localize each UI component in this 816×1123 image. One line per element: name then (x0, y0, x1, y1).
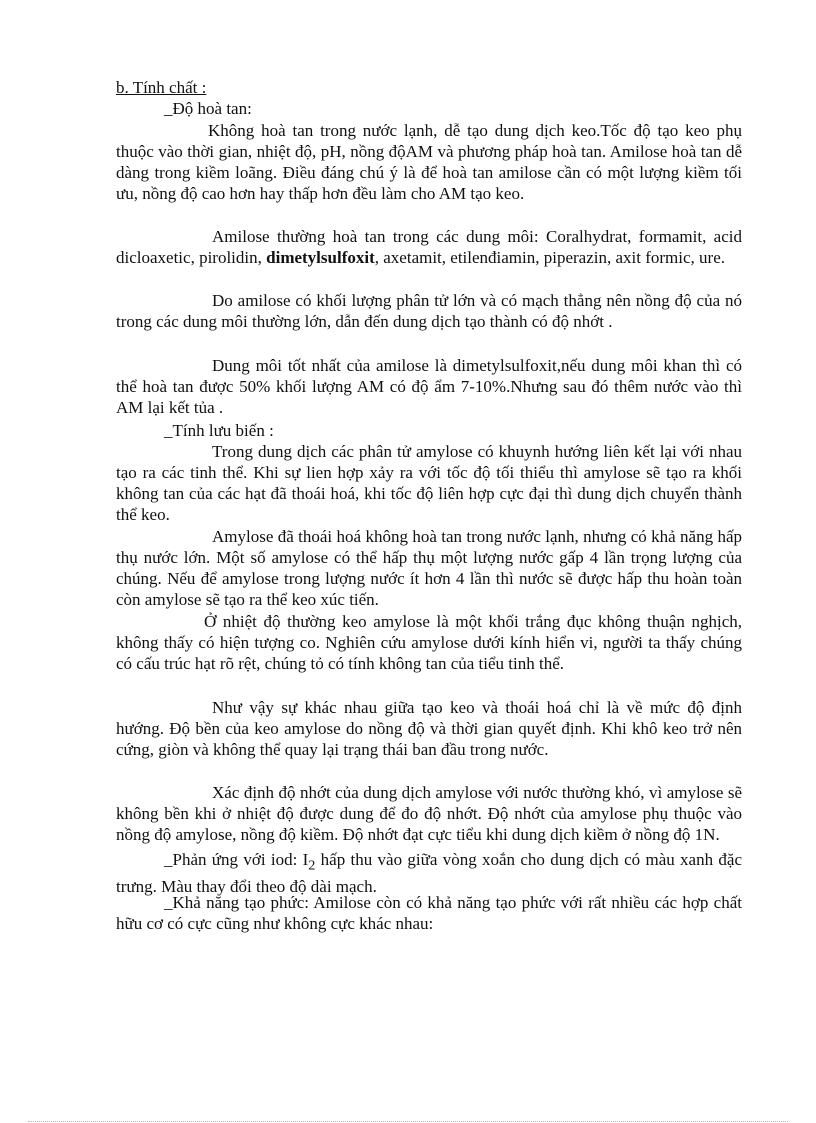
paragraph-2-bold: dimetylsulfoxit (266, 248, 375, 267)
page-bottom-divider (28, 1121, 788, 1122)
paragraph-11: _Khả năng tạo phức: Amilose còn có khả năng tạo phức với rất nhiều các hợp chất hữu cơ có cực cũng như không cực khác nhau: (116, 893, 742, 933)
paragraph-2-text-a: Amilose thường hoà tan trong các dung môi: Coralhydrat, formamit, acid dicloaxetic, pirolidin, (116, 227, 742, 267)
paragraph-9: Xác định độ nhớt của dung dịch amylose với nước thường khó, vì amylose sẽ không bền khi ở nhiệt độ được dung để đo độ nhớt. Độ nhớt của amylose phụ thuộc vào nồng độ amylose, nồng độ kiềm. Độ nhớt đạt cực tiểu khi dung dịch kiềm ở nồng độ 1N. (116, 783, 742, 844)
paragraph-4: Dung môi tốt nhất của amilose là dimetylsulfoxit,nếu dung môi khan thì có thể hoà tan được 50% khối lượng AM có độ ẩm 7-10%.Nhưng sau đó thêm nước vào thì AM lại kết tủa . (116, 356, 742, 417)
paragraph-10-text-b: hấp thu vào giữa vòng xoắn cho dung dịch có màu xanh đặc trưng. Màu thay đổi theo độ dài mạch. (116, 850, 742, 897)
paragraph-6: Amylose đã thoái hoá không hoà tan trong nước lạnh, nhưng có khả năng hấp thụ nước lớn. Một số amylose có thể hấp thụ một lượng nước gấp 4 lần trọng lượng của chúng. Nếu để amylose trong lượng nước ít hơn 4 lần thì nước sẽ được hấp thu hoàn toàn còn amylose sẽ tạo ra thể keo xúc tiến. (116, 527, 742, 609)
paragraph-10-subscript: 2 (308, 857, 316, 874)
paragraph-5: Trong dung dịch các phân tử amylose có khuynh hướng liên kết lại với nhau tạo ra các tinh thể. Khi sự lien hợp xảy ra với tốc độ tối thiểu thì amylose sẽ tạo ra khối không tan của các hạt đã thoái hoá, khi tốc độ liên hợp cực đại thì dung dịch chuyển thành thể keo. (116, 442, 742, 524)
section-heading: b. Tính chất : (116, 78, 207, 97)
paragraph-7: Ở nhiệt độ thường keo amylose là một khối trắng đục không thuận nghịch, không thấy có hiện tượng co. Nghiên cứu amylose dưới kính hiển vi, người ta thấy chúng có cấu trúc hạt rõ rệt, chúng tỏ có tính không tan của tiểu tinh thể. (116, 612, 742, 673)
paragraph-8: Như vậy sự khác nhau giữa tạo keo và thoái hoá chỉ là về mức độ định hướng. Độ bền của keo amylose do nồng độ và thời gian quyết định. Khi khô keo trở nên cứng, giòn và không thể quay lại trạng thái ban đầu trong nước. (116, 698, 742, 759)
solubility-title: _Độ hoà tan: (164, 99, 252, 118)
flow-title: _Tính lưu biến : (164, 421, 274, 440)
paragraph-2 (116, 226, 742, 268)
paragraph-10-text-a: _Phản ứng với iod: I (164, 850, 309, 869)
paragraph-3: Do amilose có khối lượng phân tử lớn và có mạch thẳng nên nồng độ của nó trong các dung môi thường lớn, dẫn đến dung dịch tạo thành có độ nhớt . (116, 291, 742, 331)
paragraph-10 (116, 849, 742, 897)
paragraph-2-text-b: , axetamit, etilenđiamin, piperazin, axit formic, ure. (374, 248, 726, 267)
paragraph-1: Không hoà tan trong nước lạnh, dễ tạo dung dịch keo.Tốc độ tạo keo phụ thuộc vào thời gian, nhiệt độ, pH, nồng độAM và phương pháp hoà tan. Amilose hoà tan dễ dàng trong kiềm loãng. Điều đáng chú ý là để hoà tan amilose cần có một lượng kiềm tối ưu, nồng độ cao hơn hay thấp hơn đều làm cho AM tạo keo. (116, 121, 742, 203)
